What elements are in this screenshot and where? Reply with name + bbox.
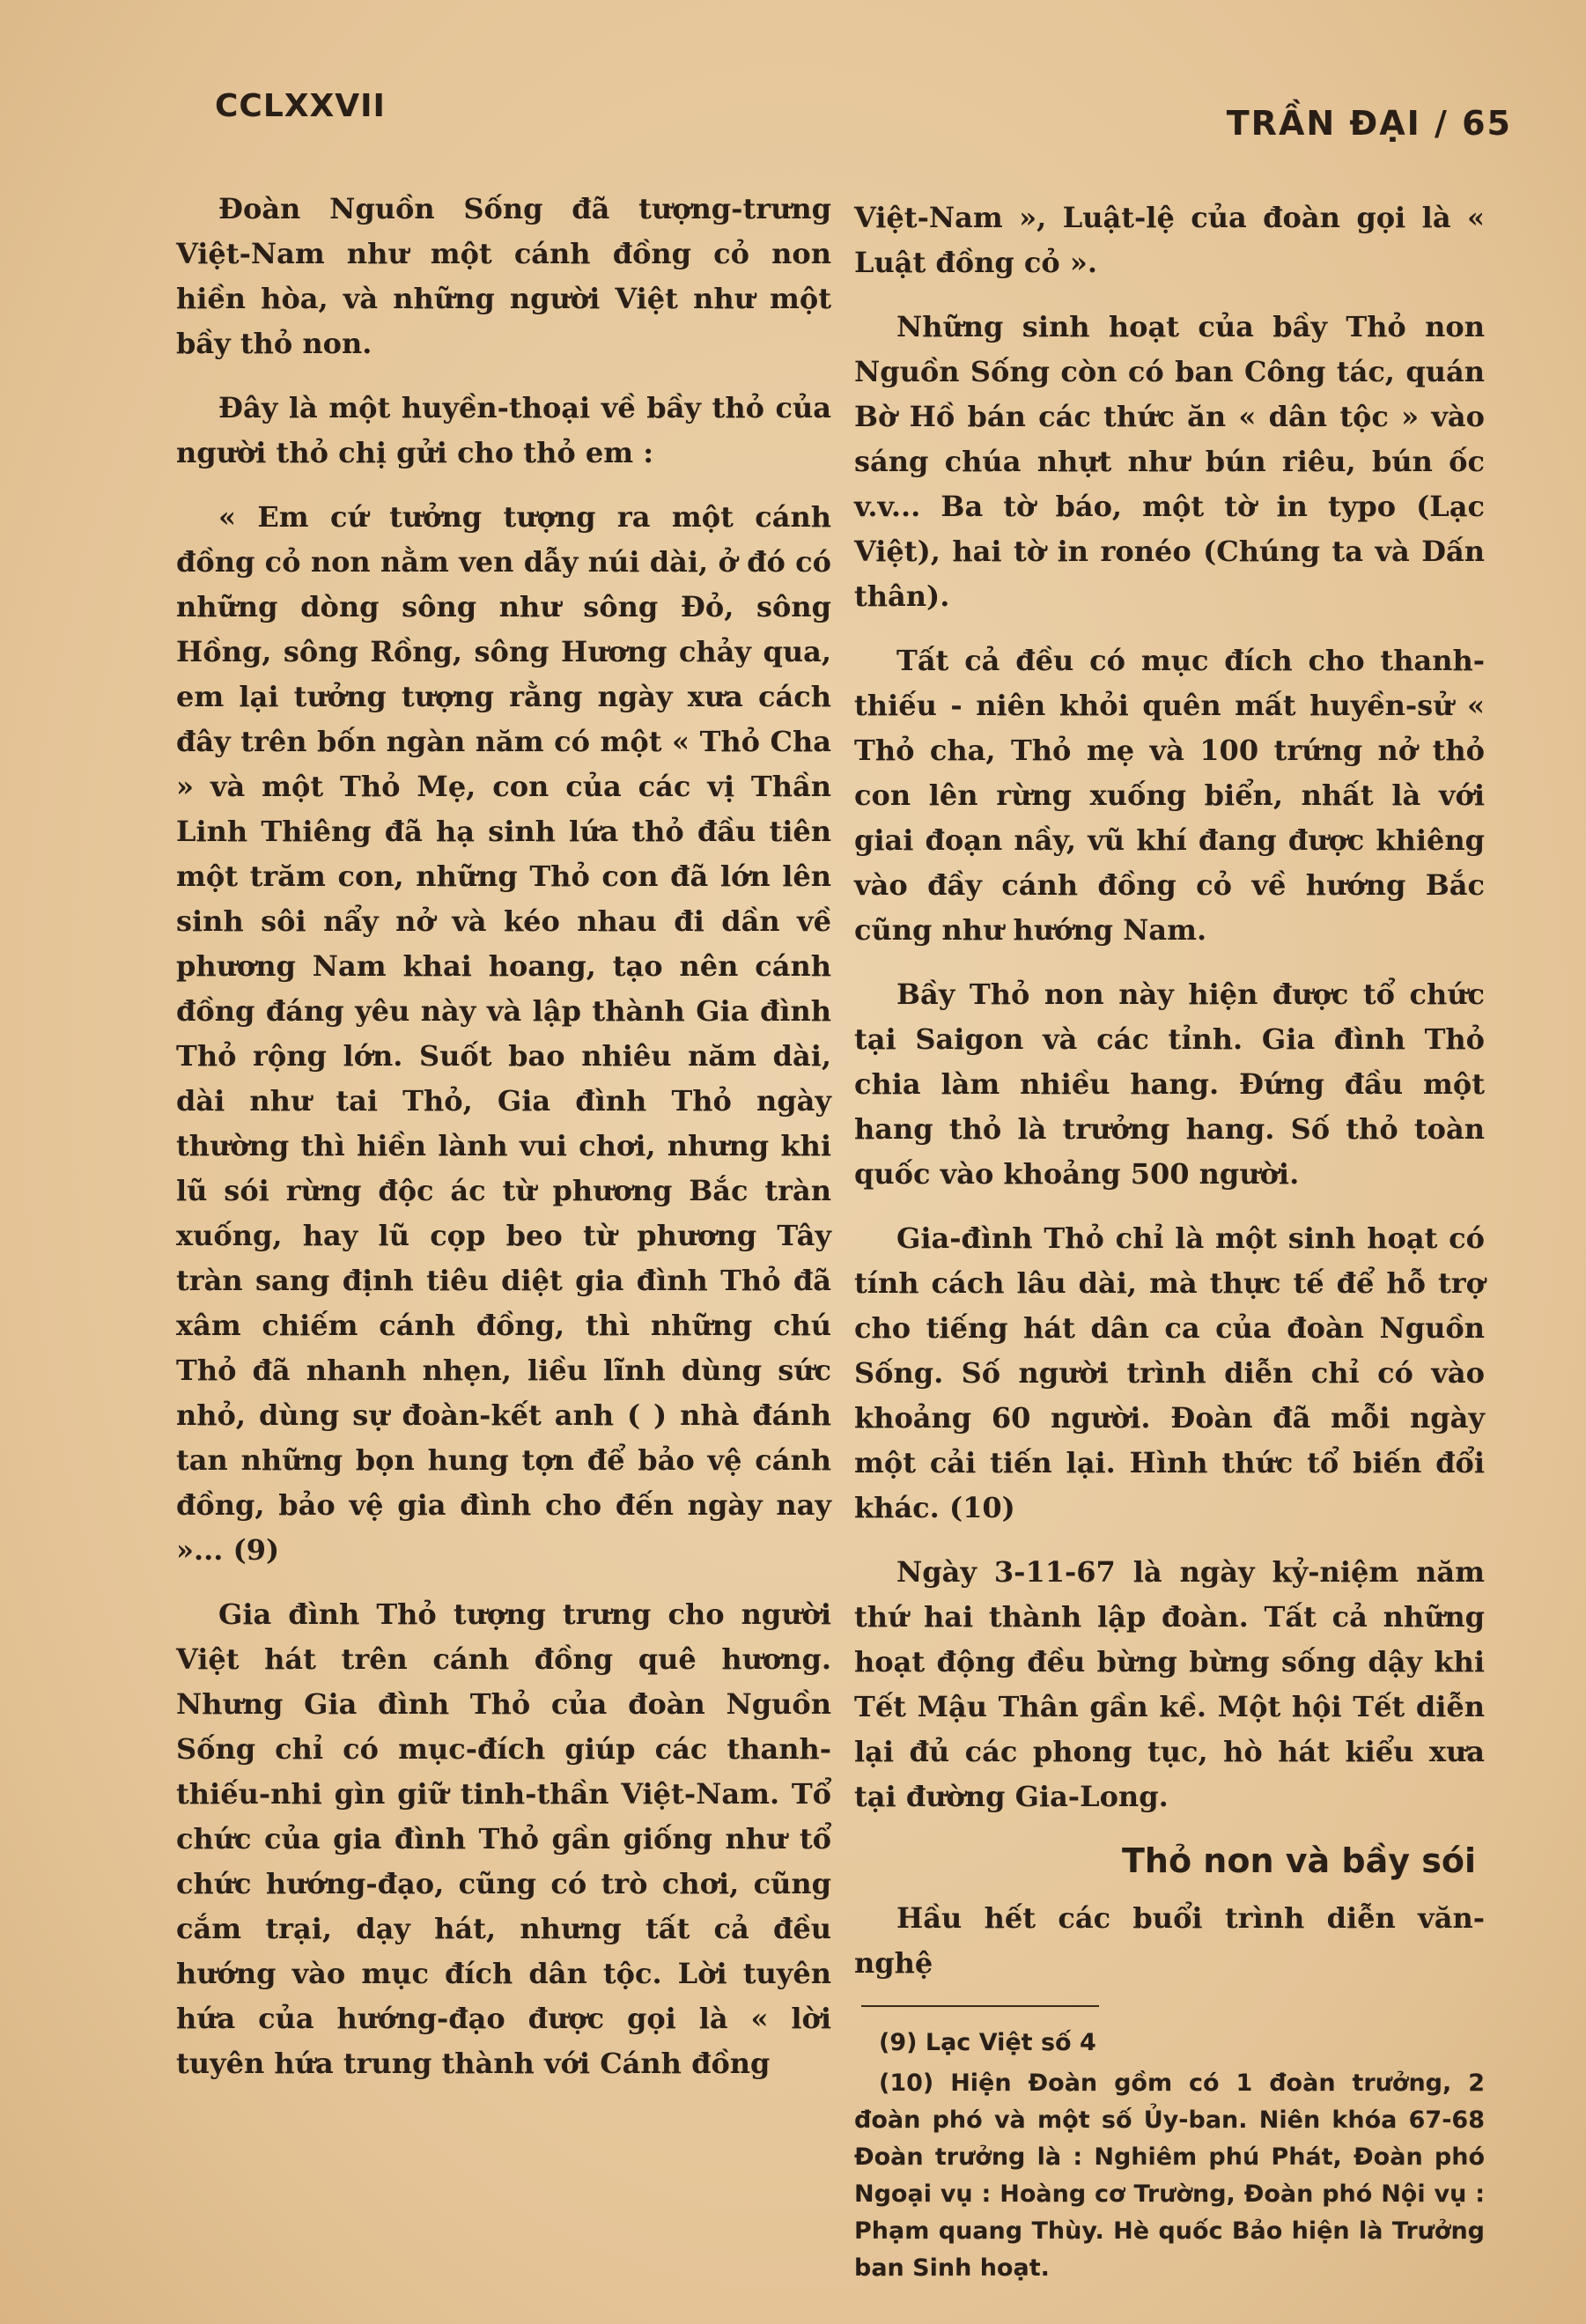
page-header-author-page: TRẦN ĐẠI / 65 (1226, 104, 1512, 143)
footnote-10-text: Hiện Đoàn gồm có 1 đoàn trưởng, 2 đoàn phó và một số Ủy-ban. Niên khóa 67-68 Đoàn trưởng là : Nghiêm phú Phát, Đoàn phó Ngoại vụ : Hoàng cơ Trường, Đoàn phó Nội vụ : Phạm quang Thùy. Hè quốc Bảo hiện là Trưởng ban Sinh hoạt. (854, 2069, 1485, 2282)
footnotes (854, 2025, 1485, 2287)
left-paragraph-1: Đoàn Nguồn Sống đã tượng-trưng Việt-Nam như một cánh đồng cỏ non hiền hòa, và những người Việt như một bầy thỏ non. (176, 192, 831, 360)
right-paragraph-4: Bầy Thỏ non này hiện được tổ chức tại Saigon và các tỉnh. Gia đình Thỏ chia làm nhiều hang. Đứng đầu một hang thỏ là trưởng hang. Số thỏ toàn quốc vào khoảng 500 người. (854, 978, 1485, 1191)
right-paragraph-6: Ngày 3-11-67 là ngày kỷ-niệm năm thứ hai thành lập đoàn. Tất cả những hoạt động đều bừng bừng sống dậy khi Tết Mậu Thân gần kề. Một hội Tết diễn lại đủ các phong tục, hò hát kiểu xưa tại đường Gia-Long. (854, 1555, 1485, 1813)
left-paragraph-2: Đây là một huyền-thoại về bầy thỏ của người thỏ chị gửi cho thỏ em : (176, 391, 831, 469)
page-header-volume: CCLXXVII (215, 88, 386, 124)
left-paragraph-4: Gia đình Thỏ tượng trưng cho người Việt hát trên cánh đồng quê hương. Nhưng Gia đình Thỏ của đoàn Nguồn Sống chỉ có mục-đích giúp các thanh-thiếu-nhi gìn giữ tinh-thần Việt-Nam. Tổ chức của gia đình Thỏ gần giống như tổ chức hướng-đạo, cũng có trò chơi, cũng cắm trại, dạy hát, nhưng tất cả đều hướng vào mục đích dân tộc. Lời tuyên hứa của hướng-đạo được gọi là « lời tuyên hứa trung thành với Cánh đồng (176, 1597, 831, 2080)
right-paragraph-1: Việt-Nam », Luật-lệ của đoàn gọi là « Luật đồng cỏ ». (854, 201, 1485, 279)
right-paragraph-5: Gia-đình Thỏ chỉ là một sinh hoạt có tính cách lâu dài, mà thực tế để hỗ trợ cho tiếng hát dân ca của đoàn Nguồn Sống. Số người trình diễn chỉ có vào khoảng 60 người. Đoàn đã mỗi ngày một cải tiến lại. Hình thức tổ biến đổi khác. (10) (854, 1221, 1485, 1524)
footnote-divider (861, 2005, 1099, 2007)
left-column (176, 187, 831, 2106)
left-paragraph-legend-quote: « Em cứ tưởng tượng ra một cánh đồng cỏ non nằm ven dẫy núi dài, ở đó có những dòng sông như sông Đỏ, sông Hồng, sông Rồng, sông Hương chảy qua, em lại tưởng tượng rằng ngày xưa cách đây trên bốn ngàn năm có một « Thỏ Cha » và một Thỏ Mẹ, con của các vị Thần Linh Thiêng đã hạ sinh lứa thỏ đầu tiên một trăm con, những Thỏ con đã lớn lên sinh sôi nẩy nở và kéo nhau đi dần về phương Nam khai hoang, tạo nên cánh đồng đáng yêu này và lập thành Gia đình Thỏ rộng lớn. Suốt bao nhiêu năm dài, dài như tai Thỏ, Gia đình Thỏ ngày thường thì hiền lành vui chơi, nhưng khi lũ sói rừng độc ác từ phương Bắc tràn xuống, hay lũ cọp beo từ phương Tây tràn sang định tiêu diệt gia đình Thỏ đã xâm chiếm cánh đồng, thì những chú Thỏ đã nhanh nhẹn, liều lĩnh dùng sức nhỏ, dùng sự đoàn-kết anh ( ) nhà đánh tan những bọn hung tợn để bảo vệ cánh đồng, bảo vệ gia đình cho đến ngày nay »... (9) (176, 500, 831, 1567)
right-column (854, 196, 1485, 2291)
footnote-9: (9) Lạc Việt số 4 (879, 2029, 1096, 2056)
footnote-10 (854, 2065, 1485, 2287)
section-heading: Thỏ non và bầy sói (1122, 1841, 1476, 1880)
right-paragraph-2: Những sinh hoạt của bầy Thỏ non Nguồn Sống còn có ban Công tác, quán Bờ Hồ bán các thức ăn « dân tộc » vào sáng chúa nhựt như bún riêu, bún ốc v.v... Ba tờ báo, một tờ in typo (Lạc Việt), hai tờ in ronéo (Chúng ta và Dấn thân). (854, 310, 1485, 613)
right-paragraph-7: Hầu hết các buổi trình diễn văn-nghệ (854, 1901, 1485, 1980)
footnote-10-label: (10) (879, 2069, 934, 2097)
right-paragraph-3: Tất cả đều có mục đích cho thanh-thiếu - niên khỏi quên mất huyền-sử « Thỏ cha, Thỏ mẹ và 100 trứng nở thỏ con lên rừng xuống biển, nhất là với giai đoạn nầy, vũ khí đang được khiêng vào đầy cánh đồng cỏ về hướng Bắc cũng như hướng Nam. (854, 644, 1485, 947)
